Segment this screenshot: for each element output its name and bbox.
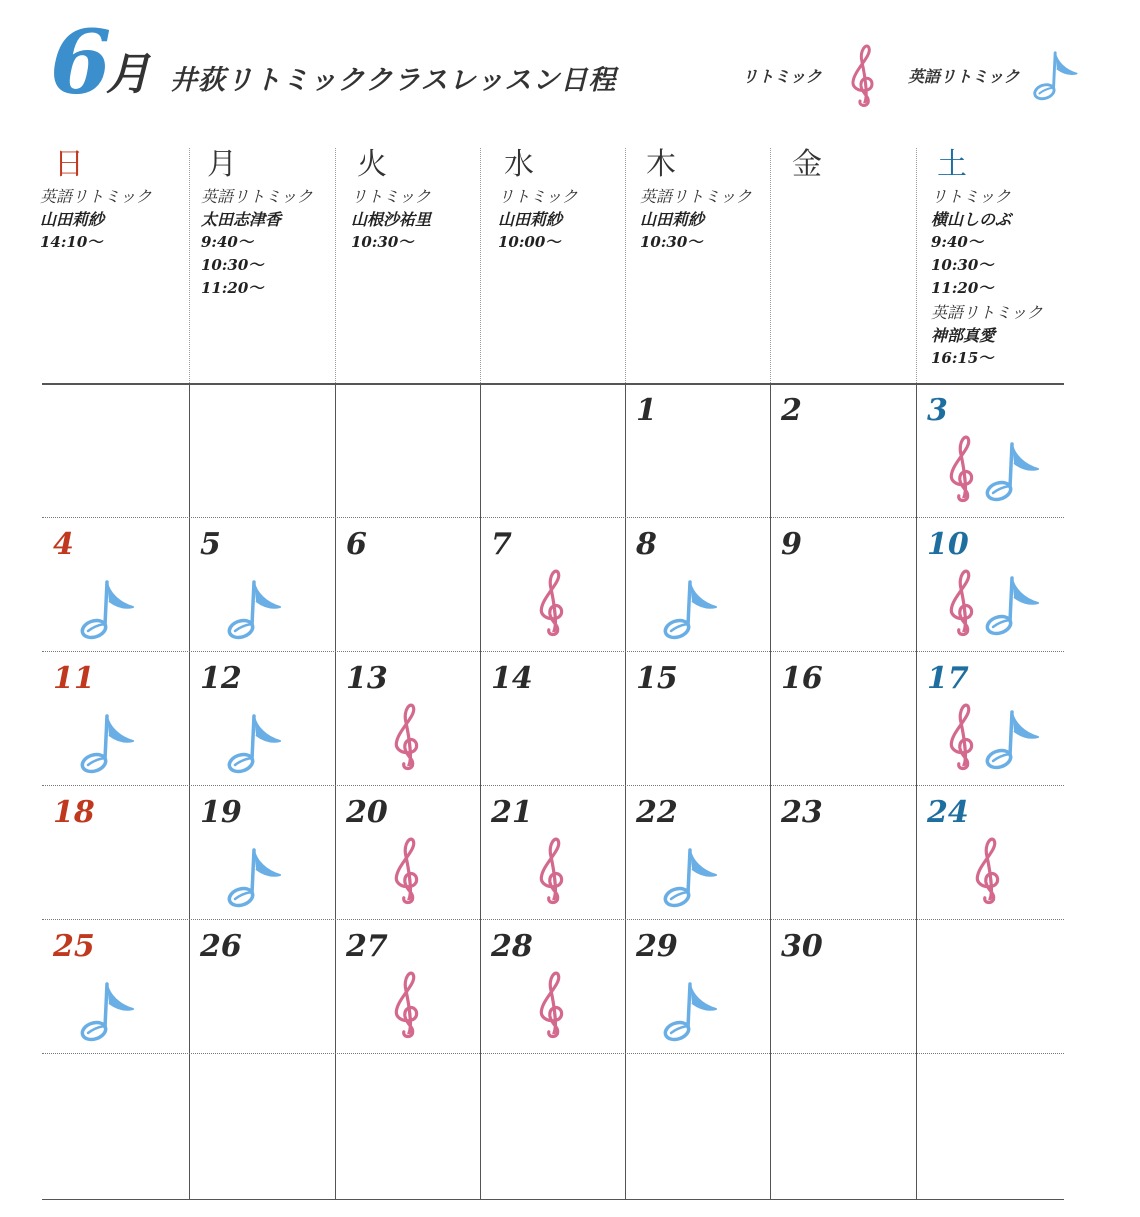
lesson-time: 11:20〜 [201,279,264,297]
weekday-column [498,148,578,254]
treble-clef-icon [536,963,568,1043]
lesson-class-name: 英語リトミック [640,187,752,206]
eighth-note-icon [79,577,137,643]
lesson-teacher: 神部真愛 [931,326,996,345]
grid-column-divider [480,383,481,1199]
lesson-time: 10:30〜 [931,256,994,274]
lesson-teacher: 太田志津香 [201,210,282,229]
grid-row-divider [42,1053,1064,1054]
eighth-note-icon [226,577,284,643]
lesson-class-name: 英語リトミック [931,303,1043,322]
day-number: 17 [927,661,969,696]
eighth-note-icon [1032,46,1080,106]
day-number: 14 [491,661,533,696]
lesson-class-name: リトミック [931,187,1011,206]
day-number: 9 [781,527,802,562]
weekday-column [931,148,1043,370]
month-number: 6 [50,10,112,114]
eighth-note-icon [79,711,137,777]
eighth-note-icon [984,439,1042,505]
weekday-name: 日 [54,147,84,182]
treble-clef-icon [946,695,978,775]
day-number: 12 [200,661,242,696]
treble-clef-icon [391,963,423,1043]
weekday-column [201,148,313,300]
lesson-class-name: 英語リトミック [40,187,152,206]
header-column-divider [770,148,771,383]
day-number: 10 [927,527,969,562]
grid-row-divider [42,517,1064,518]
lesson-teacher: 山田莉紗 [40,210,105,229]
day-number: 19 [200,795,242,830]
header-column-divider [335,148,336,383]
lesson-time: 10:30〜 [640,233,703,251]
lesson-teacher: 山田莉紗 [640,210,705,229]
lesson-class-name: リトミック [351,187,431,206]
lesson-block [201,186,313,300]
grid-row-divider [42,651,1064,652]
day-number: 25 [53,929,95,964]
lesson-time: 10:30〜 [351,233,414,251]
day-number: 2 [781,393,802,428]
grid-top-border [42,383,1064,385]
lesson-teacher: 横山しのぶ [931,210,1012,229]
grid-row-divider [42,919,1064,920]
weekday-name: 水 [504,147,534,182]
lesson-block [931,302,1043,370]
treble-clef-icon [536,829,568,909]
header-column-divider [480,148,481,383]
eighth-note-icon [984,573,1042,639]
day-number: 18 [53,795,95,830]
lesson-time: 10:30〜 [201,256,264,274]
lesson-teacher: 山田莉紗 [498,210,563,229]
day-number: 22 [636,795,678,830]
weekday-column [40,148,152,254]
treble-clef-icon [972,829,1004,909]
eighth-note-icon [226,711,284,777]
lesson-time: 16:15〜 [931,349,994,367]
treble-clef-icon [391,829,423,909]
eighth-note-icon [662,577,720,643]
grid-column-divider [189,383,190,1199]
weekday-name: 火 [357,147,387,182]
header-column-divider [625,148,626,383]
day-number: 24 [927,795,969,830]
day-number: 20 [346,795,388,830]
eighth-note-icon [662,979,720,1045]
lesson-time: 9:40〜 [931,233,983,251]
weekday-column [786,148,822,186]
day-number: 23 [781,795,823,830]
lesson-time: 9:40〜 [201,233,253,251]
grid-row-divider [42,785,1064,786]
treble-clef-icon [391,695,423,775]
grid-bottom-border [42,1199,1064,1200]
treble-clef-icon [946,427,978,507]
month-label: 月 [106,49,150,100]
grid-column-divider [625,383,626,1199]
day-number: 13 [346,661,388,696]
grid-column-divider [916,383,917,1199]
grid-column-divider [770,383,771,1199]
day-number: 16 [781,661,823,696]
lesson-block [498,186,578,254]
day-number: 15 [636,661,678,696]
page-title: 井荻リトミッククラスレッスン日程 [170,65,617,96]
eighth-note-icon [79,979,137,1045]
weekday-name: 木 [646,147,676,182]
legend-rhythmic-label: リトミック [742,67,822,86]
lesson-time: 11:20〜 [931,279,994,297]
day-number: 27 [346,929,388,964]
weekday-name: 土 [937,147,967,182]
eighth-note-icon [226,845,284,911]
day-number: 6 [346,527,367,562]
day-number: 30 [781,929,823,964]
header-column-divider [916,148,917,383]
lesson-block [640,186,752,254]
lesson-block [351,186,431,254]
day-number: 11 [53,661,95,696]
weekday-column [351,148,431,254]
day-number: 28 [491,929,533,964]
header-column-divider [189,148,190,383]
lesson-time: 14:10〜 [40,233,103,251]
day-number: 8 [636,527,657,562]
weekday-name: 金 [792,147,822,182]
grid-column-divider [335,383,336,1199]
lesson-teacher: 山根沙祐里 [351,210,432,229]
eighth-note-icon [662,845,720,911]
day-number: 4 [53,527,74,562]
day-number: 29 [636,929,678,964]
day-number: 21 [491,795,533,830]
lesson-class-name: 英語リトミック [201,187,313,206]
day-number: 26 [200,929,242,964]
weekday-name: 月 [207,147,237,182]
weekday-column [640,148,752,254]
treble-clef-icon [536,561,568,641]
legend-english-rhythmic-label: 英語リトミック [908,67,1020,86]
treble-clef-icon [848,40,878,108]
lesson-block [931,186,1043,300]
day-number: 7 [491,527,512,562]
treble-clef-icon [946,561,978,641]
lesson-block [40,186,152,254]
lesson-class-name: リトミック [498,187,578,206]
eighth-note-icon [984,707,1042,773]
day-number: 3 [927,393,948,428]
day-number: 5 [200,527,221,562]
day-number: 1 [636,393,657,428]
lesson-time: 10:00〜 [498,233,561,251]
